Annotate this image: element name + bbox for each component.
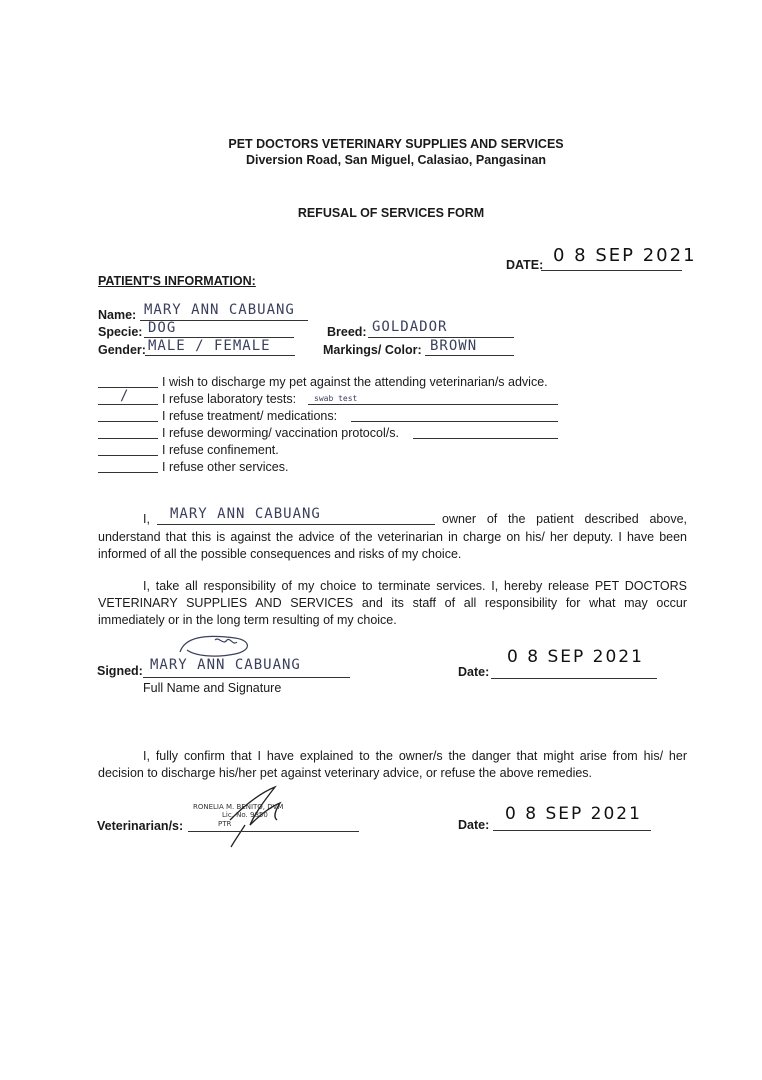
owner-name-line [157, 524, 435, 525]
option-text: I refuse treatment/ medications: [162, 409, 338, 423]
signed-label: Signed: [97, 664, 143, 678]
vet-stamp-license: Lic. No. 9850 [222, 811, 268, 819]
statement1-body: understand that this is against the advice of the veterinarian in charge on his/ her deputy. I have been informed of all the possible consequences and risks of my choice. [98, 530, 687, 561]
breed-value: GOLDADOR [372, 319, 448, 335]
statement3-body: I, fully confirm that I have explained to the owner/s the danger that might arise from his/ her decision to discharge his/her pet against veterinary advice, or refuse the above remedies. [98, 749, 687, 780]
markings-label: Markings/ Color: [323, 343, 422, 357]
option-row [98, 460, 568, 477]
date-label: DATE: [506, 258, 544, 272]
option-detail-line [308, 404, 558, 405]
company-address: Diversion Road, San Miguel, Calasiao, Pangasinan [245, 153, 547, 167]
vet-date-line [493, 830, 651, 831]
date-line [541, 270, 682, 271]
option-row [98, 375, 568, 392]
owner-name-value: MARY ANN CABUANG [170, 506, 321, 522]
gender-value: MALE / FEMALE [148, 338, 271, 354]
name-value: MARY ANN CABUANG [144, 302, 295, 318]
option-check-line[interactable] [98, 472, 158, 473]
specie-label: Specie: [98, 325, 143, 339]
option-text: I refuse confinement. [162, 443, 279, 457]
signed-date-value: 0 8 SEP 2021 [507, 647, 644, 667]
option-text: I wish to discharge my pet against the attending veterinarian/s advice. [162, 375, 548, 389]
option-check-line[interactable] [98, 421, 158, 422]
specie-value: DOG [148, 320, 177, 336]
vet-label: Veterinarian/s: [97, 819, 184, 833]
option-text: I refuse other services. [162, 460, 289, 474]
vet-stamp-name: RONELIA M. BENITO, DVM [193, 803, 284, 811]
vet-signature-icon [225, 785, 305, 850]
option-text: I refuse laboratory tests: [162, 392, 297, 406]
name-label: Name: [98, 308, 137, 322]
gender-line [145, 355, 295, 356]
option-text: I refuse deworming/ vaccination protocol/s. [162, 426, 399, 440]
gender-label: Gender: [98, 343, 146, 357]
option-detail-line [351, 421, 558, 422]
option-check-mark: / [120, 388, 130, 404]
form-title: REFUSAL OF SERVICES FORM [297, 206, 485, 220]
vet-date-label: Date: [458, 818, 490, 832]
option-row [98, 426, 568, 443]
option-check-line[interactable] [98, 438, 158, 439]
statement2-body: I, take all responsibility of my choice to terminate services. I, hereby release PET DOCTORS VETERINARY SUPPLIES AND SERVICES and its staff of all responsibility for what may occur immediately or in the long term resulting of my choice. [98, 579, 687, 627]
option-check-line[interactable] [98, 404, 158, 405]
vet-line [188, 831, 359, 832]
option-detail-line [413, 438, 558, 439]
option-row [98, 409, 568, 426]
breed-label: Breed: [327, 325, 367, 339]
patient-section-title: PATIENT'S INFORMATION: [98, 274, 256, 288]
company-name: PET DOCTORS VETERINARY SUPPLIES AND SERVICES [228, 137, 564, 151]
statement1-line1-suffix: owner of the patient described above, [442, 512, 687, 526]
option-row [98, 388, 568, 409]
options-list [98, 375, 568, 477]
markings-value: BROWN [430, 338, 478, 354]
vet-date-value: 0 8 SEP 2021 [505, 804, 642, 824]
signed-caption: Full Name and Signature [143, 681, 282, 695]
option-row [98, 443, 568, 460]
signed-date-label: Date: [458, 665, 490, 679]
statement1-prefix: I, [143, 512, 150, 526]
markings-line [425, 355, 514, 356]
date-value: 0 8 SEP 2021 [553, 245, 697, 266]
signed-value: MARY ANN CABUANG [150, 657, 301, 673]
option-check-line[interactable] [98, 455, 158, 456]
signed-date-line [491, 678, 657, 679]
vet-stamp-ptr: PTR [218, 820, 232, 828]
option-detail-value: swab test [314, 394, 358, 403]
signed-line [143, 677, 350, 678]
